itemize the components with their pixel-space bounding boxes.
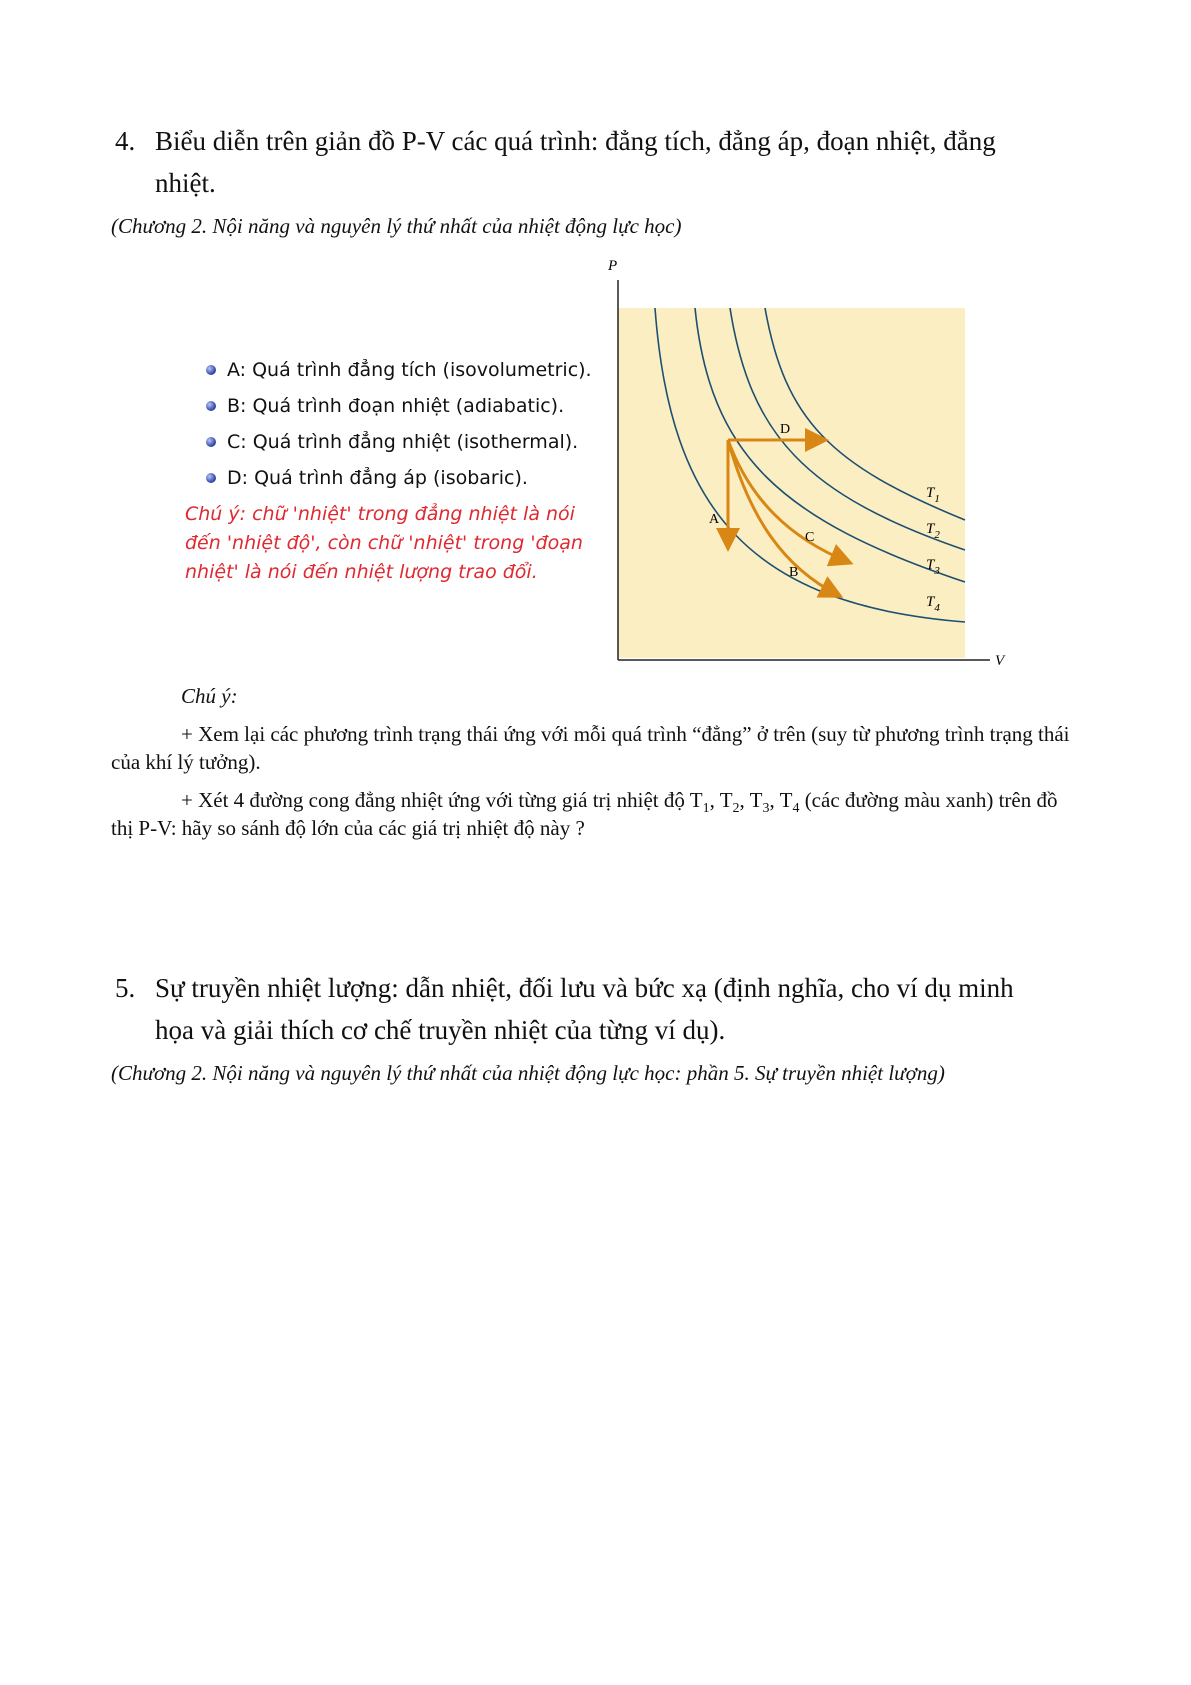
isotherm-label-t2: $T_2$: [926, 521, 940, 541]
question-5-title: Sự truyền nhiệt lượng: dẫn nhiệt, đối lưu và bức xạ (định nghĩa, cho ví dụ minh họa và giải thích cơ chế truyền nhiệt của từng ví dụ).: [155, 973, 1014, 1045]
v-axis-label: V: [995, 653, 1005, 669]
legend-item-d-text: D: Quá trình đẳng áp (isobaric).: [227, 467, 528, 489]
question-5-reference: (Chương 2. Nội năng và nguyên lý thứ nhất của nhiệt động lực học: phần 5. Sự truyền nhiệt lượng): [111, 1061, 945, 1085]
question-4-reference: (Chương 2. Nội năng và nguyên lý thứ nhất của nhiệt động lực học): [111, 214, 682, 238]
legend-item-a: [205, 352, 605, 388]
label-c: C: [805, 530, 815, 545]
pv-diagram: [600, 250, 1020, 670]
isotherm-label-t1: $T_1$: [926, 485, 940, 505]
isotherm-label-t3: $T_3$: [926, 557, 940, 577]
legend-item-a-text: A: Quá trình đẳng tích (isovolumetric).: [227, 359, 592, 381]
legend-item-b: [205, 388, 605, 424]
question-4-title: Biểu diễn trên giản đồ P-V các quá trình: đẳng tích, đẳng áp, đoạn nhiệt, đẳng nhiệt.: [155, 126, 996, 198]
bullet-icon: [206, 365, 216, 375]
bullet-icon: [206, 401, 216, 411]
process-legend: [185, 352, 605, 583]
question-4-number: 4.: [115, 126, 136, 156]
label-d: D: [780, 422, 791, 437]
bullet-icon: [206, 473, 216, 483]
question-5-number: 5.: [115, 973, 136, 1003]
legend-item-b-text: B: Quá trình đoạn nhiệt (adiabatic).: [227, 395, 565, 417]
question-5-heading: [115, 967, 1055, 1051]
question-4-heading: [115, 120, 1055, 204]
label-a: A: [709, 512, 720, 527]
label-b: B: [789, 565, 799, 580]
note-line-1: + Xem lại các phương trình trạng thái ứng với mỗi quá trình “đẳng” ở trên (suy từ phương trình trạng thái của khí lý tưởng).: [111, 722, 1070, 774]
isotherm-label-t4: $T_4$: [926, 594, 940, 614]
legend-item-d: [205, 460, 605, 496]
note-line-2: + Xét 4 đường cong đẳng nhiệt ứng với từng giá trị nhiệt độ $T_1$, $T_2$, $T_3$, $T_4$ (các đường màu xanh) trên đồ thị P-V: hãy so sánh độ lớn của các giá trị nhiệt độ này ?: [111, 788, 1058, 840]
legend-item-c-text: C: Quá trình đẳng nhiệt (isothermal).: [227, 431, 579, 453]
bullet-icon: [206, 437, 216, 447]
p-axis-label: P: [608, 258, 618, 274]
legend-item-c: [205, 424, 605, 460]
notes-heading: Chú ý:: [181, 684, 238, 708]
diagram-background: [618, 308, 965, 658]
legend-note: Chú ý: chữ 'nhiệt' trong đẳng nhiệt là nói đến 'nhiệt độ', còn chữ 'nhiệt' trong 'đoạn nhiệt' là nói đến nhiệt lượng trao đổi.: [185, 503, 583, 583]
